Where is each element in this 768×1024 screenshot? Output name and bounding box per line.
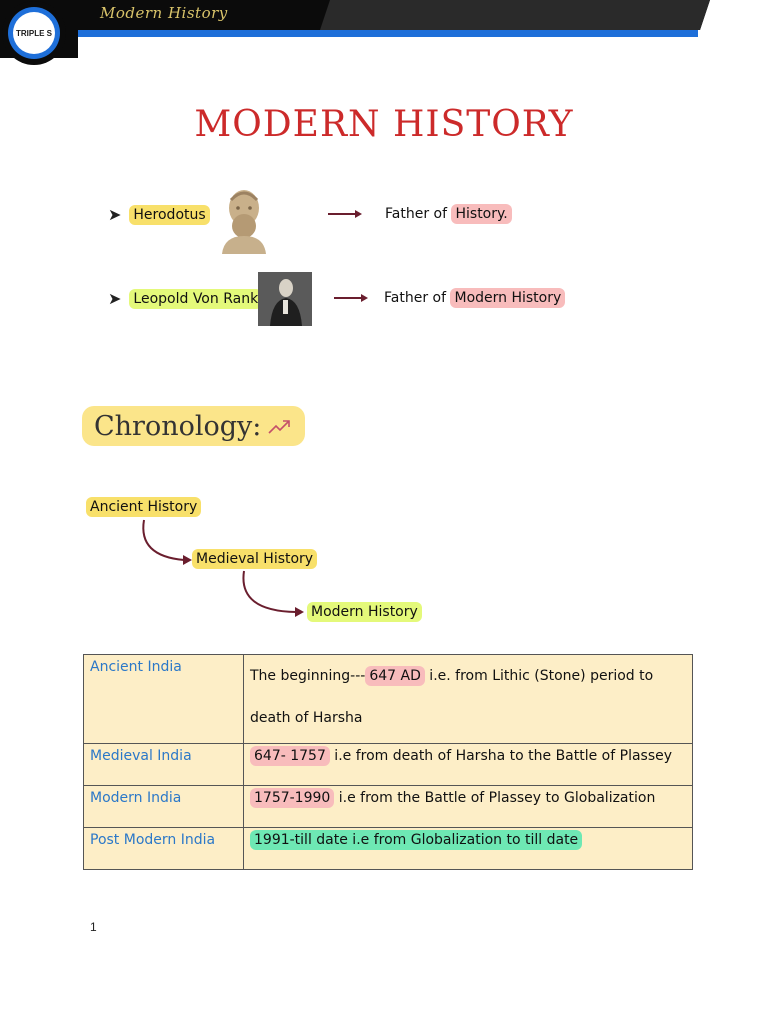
period-cell: Medieval India — [84, 744, 244, 786]
bullet-arrow-icon: ➤ — [108, 207, 122, 224]
flow-arrow-icon — [136, 518, 196, 568]
header-title: Modern History — [100, 4, 228, 22]
herodotus-description — [385, 206, 512, 222]
leopold-label: Leopold Von Rank — [129, 289, 262, 309]
date-highlight: 647- 1757 — [250, 746, 330, 766]
description-cell — [244, 828, 693, 870]
bullet-arrow-icon: ➤ — [108, 291, 122, 308]
leopold-arrow-icon — [333, 291, 369, 305]
trend-up-icon — [267, 416, 293, 436]
description-cell — [244, 655, 693, 744]
father-of-text: Father of — [385, 206, 448, 222]
table-row — [84, 744, 693, 786]
bullet-leopold — [108, 284, 262, 314]
herodotus-portrait — [216, 184, 272, 254]
date-highlight: 1991-till date i.e from Globalization to till date — [250, 830, 582, 850]
leopold-description — [384, 290, 565, 306]
flow-modern-history: Modern History — [307, 602, 422, 622]
description-prefix: The beginning--- — [250, 668, 366, 684]
description-rest: i.e from the Battle of Plassey to Globalization — [334, 790, 656, 806]
description-cell — [244, 744, 693, 786]
herodotus-label: Herodotus — [129, 205, 209, 225]
chronology-heading — [82, 406, 305, 446]
flow-arrow-icon — [236, 569, 308, 621]
date-highlight: 647 AD — [365, 666, 425, 686]
bullet-herodotus — [108, 200, 210, 230]
logo-text: TRIPLE S — [15, 29, 53, 38]
father-of-text: Father of — [384, 290, 447, 306]
flow-ancient-history: Ancient History — [86, 497, 201, 517]
triple-s-logo — [0, 0, 70, 70]
period-cell: Post Modern India — [84, 828, 244, 870]
period-cell: Modern India — [84, 786, 244, 828]
table-row — [84, 655, 693, 744]
flow-medieval-history: Medieval History — [192, 549, 317, 569]
table-row — [84, 828, 693, 870]
description-rest: i.e from death of Harsha to the Battle of Plassey — [329, 748, 673, 764]
description-rest: i.e. from Lithic (Stone) period to death of Harsha — [250, 668, 654, 726]
leopold-portrait — [258, 272, 312, 326]
date-highlight: 1757-1990 — [250, 788, 334, 808]
page-header — [0, 0, 768, 75]
page-number: 1 — [90, 920, 97, 934]
description-cell — [244, 786, 693, 828]
herodotus-arrow-icon — [327, 207, 363, 221]
periods-table — [83, 654, 693, 870]
period-cell: Ancient India — [84, 655, 244, 744]
table-row — [84, 786, 693, 828]
history-highlight: History. — [451, 204, 511, 224]
modern-history-highlight: Modern History — [450, 288, 565, 308]
page-title: MODERN HISTORY — [194, 104, 574, 145]
chronology-label: Chronology: — [94, 410, 262, 442]
